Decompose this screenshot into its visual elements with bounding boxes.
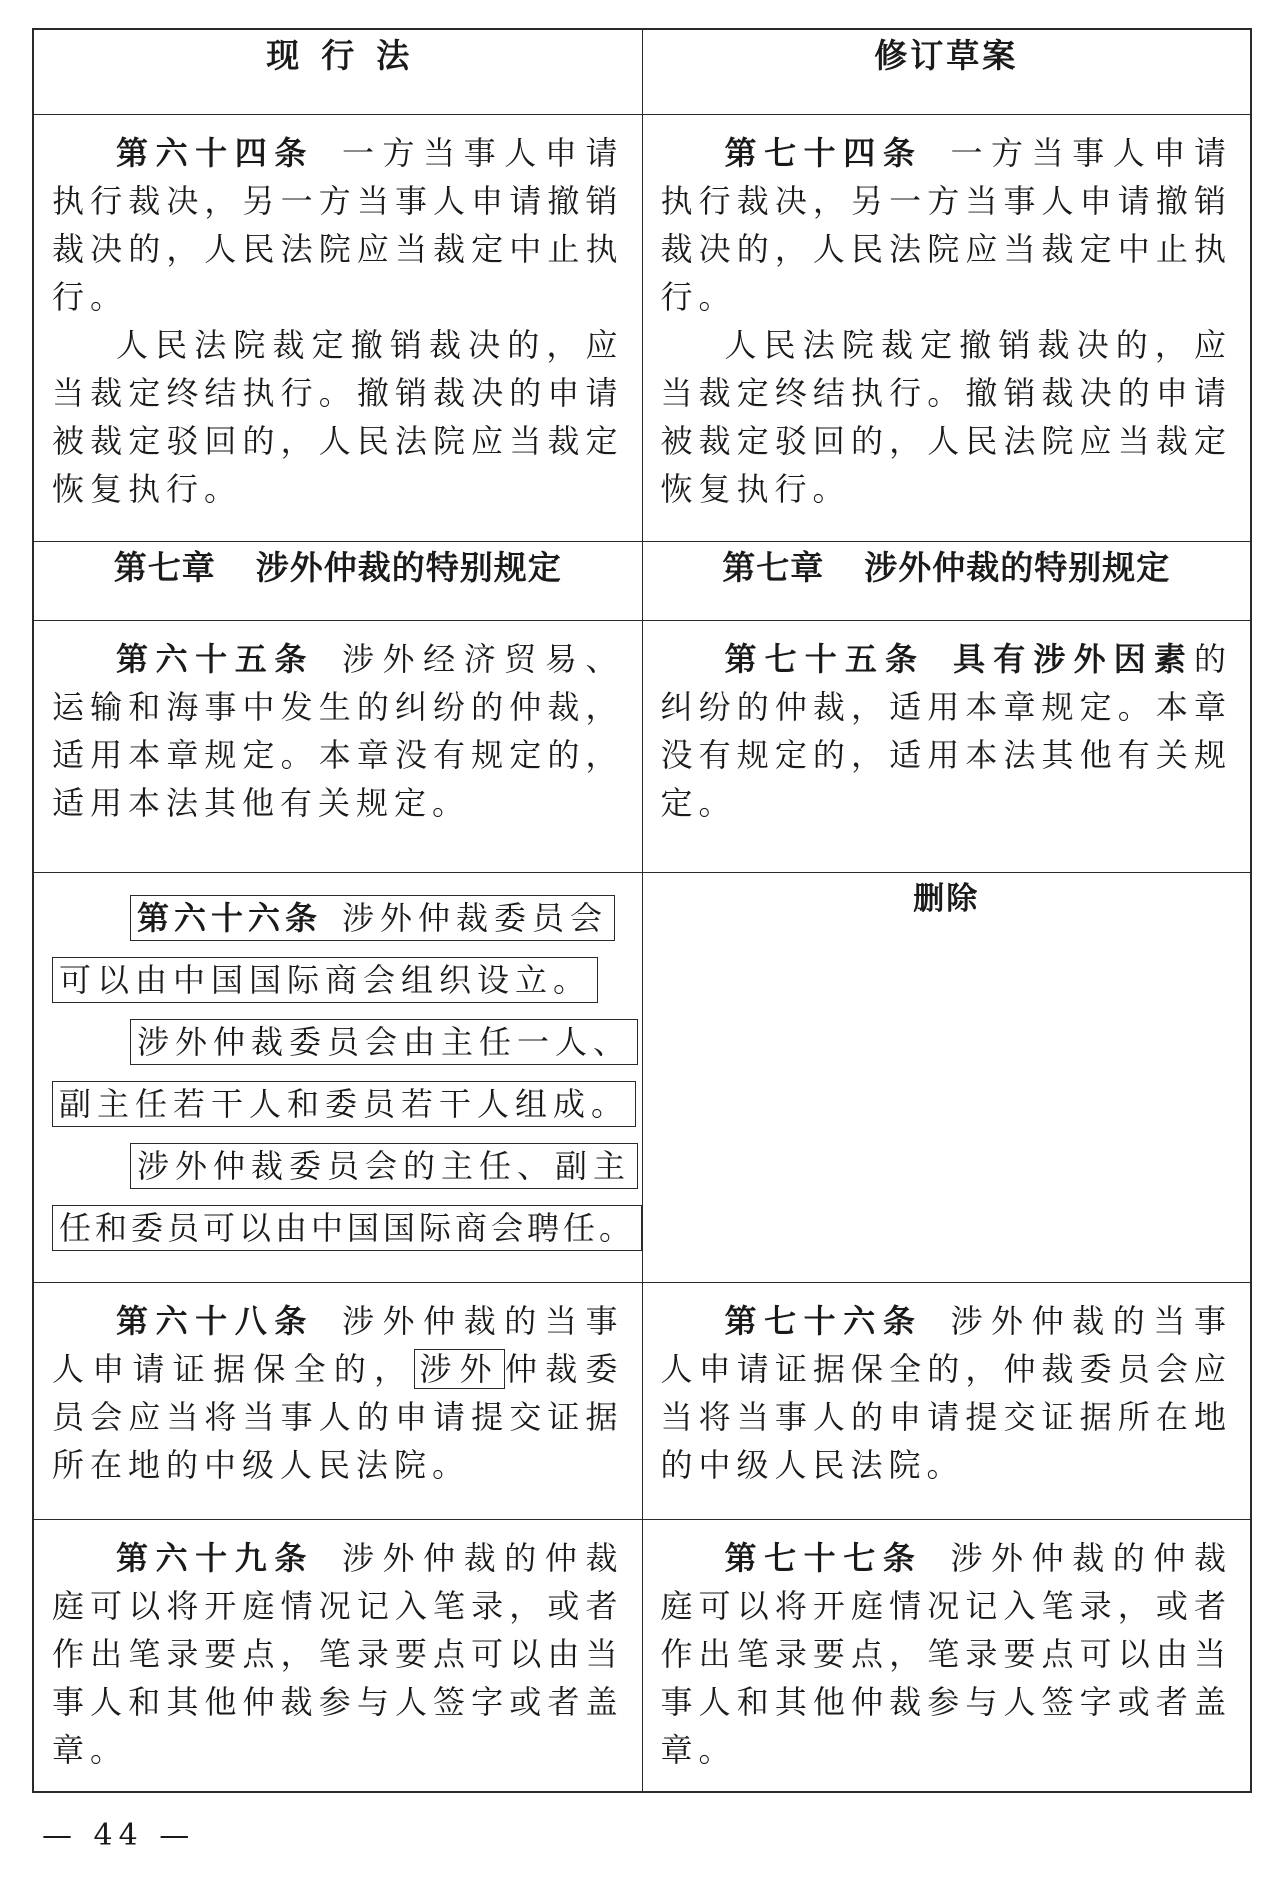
page-number: — 44 —: [42, 1818, 196, 1853]
header-current-law: 现行法: [33, 29, 642, 115]
article-text: 涉外仲裁的仲裁庭可以将开庭情况记入笔录，或者作出笔录要点，笔录要点可以由当事人和其他仲裁参与人签字或者盖章。: [660, 1539, 1232, 1769]
article-text: 一方当事人申请执行裁决，另一方当事人申请撤销裁决的，人民法院应当裁定中止执行。: [660, 134, 1232, 316]
current-article-65: [33, 621, 642, 873]
current-article-69: [33, 1520, 642, 1792]
header-revised-draft: 修订草案: [642, 29, 1251, 115]
chapter-number: 第七章: [722, 548, 825, 587]
article-row: [33, 115, 1251, 542]
article-text: 涉外仲裁的仲裁庭可以将开庭情况记入笔录，或者作出笔录要点，笔录要点可以由当事人和其他仲裁参与人签字或者盖章。: [52, 1539, 624, 1769]
deleted-text-box: 涉外仲裁委员会由主任一人、: [130, 1019, 638, 1065]
chapter-number: 第七章: [113, 548, 216, 587]
article-text: 人民法院裁定撤销裁决的，应当裁定终结执行。撤销裁决的申请被裁定驳回的，人民法院应当裁定恢复执行。: [660, 326, 1232, 508]
article-number: 第六十九条: [116, 1539, 314, 1577]
current-article-68: [33, 1283, 642, 1520]
header-row: [33, 29, 1251, 115]
article-text: 人民法院裁定撤销裁决的，应当裁定终结执行。撤销裁决的申请被裁定驳回的，人民法院应当裁定恢复执行。: [52, 326, 624, 508]
deleted-text-box: 涉外: [414, 1349, 505, 1389]
article-number: 第七十五条: [724, 640, 926, 678]
comparison-sheet: [32, 28, 1250, 1793]
article-text: 涉外经济贸易、运输和海事中发生的纠纷的仲裁，适用本章规定。本章没有规定的，适用本法其他有关规定。: [52, 640, 624, 822]
article-row: [33, 1520, 1251, 1792]
article-number: 第六十六条: [137, 899, 323, 937]
article-number: 第六十四条: [116, 134, 314, 172]
article-number: 第六十八条: [116, 1302, 314, 1340]
article-row: [33, 1283, 1251, 1520]
article-number: 第七十四条: [724, 134, 923, 172]
article-text: 涉外仲裁的当事人申请证据保全的，: [52, 1302, 624, 1388]
deleted-text-box: 副主任若干人和委员若干人组成。: [52, 1081, 636, 1127]
deleted-text-box: 任和委员可以由中国国际商会聘任。: [52, 1205, 642, 1251]
draft-article-75: [642, 621, 1251, 873]
draft-article-77: [642, 1520, 1251, 1792]
article-text: 的纠纷的仲裁，适用本章规定。本章没有规定的，适用本法其他有关规定。: [660, 640, 1232, 822]
article-number: 第七十七条: [724, 1539, 923, 1577]
article-text: 仲裁委员会应当将当事人的申请提交证据所在地的中级人民法院。: [52, 1350, 624, 1484]
draft-article-74: [642, 115, 1251, 542]
article-text: 涉外仲裁的当事人申请证据保全的，仲裁委员会应当将当事人的申请提交证据所在地的中级人民法院。: [660, 1302, 1232, 1484]
article-text: 一方当事人申请执行裁决，另一方当事人申请撤销裁决的，人民法院应当裁定中止执行。: [52, 134, 624, 316]
current-article-66: [33, 873, 642, 1283]
deleted-text-box: 第六十六条 涉外仲裁委员会: [130, 895, 615, 941]
chapter-heading-current: [33, 542, 642, 621]
deleted-text-box: 涉外仲裁委员会的主任、副主: [130, 1143, 638, 1189]
chapter-title: 涉外仲裁的特别规定: [864, 548, 1171, 587]
chapter-heading-draft: [642, 542, 1251, 621]
deleted-marker: 删除: [642, 873, 1251, 1283]
article-row: [33, 621, 1251, 873]
current-article-64: [33, 115, 642, 542]
chapter-row: [33, 542, 1251, 621]
amended-text-bold: 具有涉外因素: [953, 640, 1194, 678]
draft-article-76: [642, 1283, 1251, 1520]
article-row: [33, 873, 1251, 1283]
comparison-table: [32, 28, 1252, 1793]
article-number: 第七十六条: [724, 1302, 923, 1340]
chapter-title: 涉外仲裁的特别规定: [255, 548, 562, 587]
article-number: 第六十五条: [116, 640, 314, 678]
deleted-text-box: 可以由中国国际商会组织设立。: [52, 957, 598, 1003]
